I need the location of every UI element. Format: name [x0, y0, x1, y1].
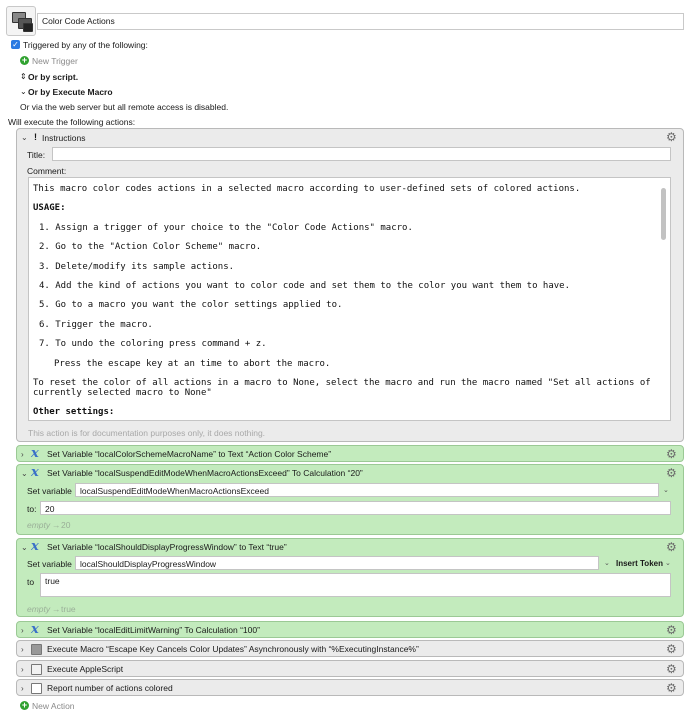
actions-header: Will execute the following actions: — [8, 117, 136, 127]
variable-name-field[interactable]: localShouldDisplayProgressWindow — [75, 556, 599, 570]
insert-token-chevron-icon[interactable]: ⌄ — [665, 560, 671, 567]
insert-token-button[interactable]: Insert Token — [616, 559, 663, 568]
window-icon — [31, 683, 42, 694]
chevron-right-icon[interactable]: › — [21, 665, 24, 674]
comment-line: 7. To undo the coloring press command + z. — [39, 339, 267, 349]
variable-name-field[interactable]: localSuspendEditModeWhenMacroActionsExceed — [75, 483, 659, 497]
chevron-down-icon[interactable]: ⌄ — [21, 469, 28, 478]
to-label: to — [27, 577, 35, 587]
instructions-title: Instructions — [42, 133, 86, 143]
chevron-down-icon[interactable]: ⌄ — [21, 133, 28, 142]
comment-line: 3. Delete/modify its sample actions. — [39, 262, 235, 272]
chevron-down-icon[interactable]: ⌄ — [20, 87, 27, 96]
new-action-button[interactable]: New Action — [32, 701, 75, 711]
action-set-variable-color-scheme[interactable] — [16, 445, 684, 462]
chevron-right-icon[interactable]: › — [21, 626, 24, 635]
variable-dropdown-chevron-icon[interactable]: ⌄ — [604, 560, 610, 567]
variable-x-icon: x — [31, 622, 39, 637]
gear-icon[interactable]: ⚙ — [666, 466, 677, 480]
text-value-field[interactable]: true — [40, 573, 671, 597]
variable-dropdown-chevron-icon[interactable]: ⌄ — [663, 487, 669, 494]
preview-empty: empty — [27, 604, 51, 614]
gear-icon[interactable]: ⚙ — [666, 662, 677, 676]
comment-line: 2. Go to the "Action Color Scheme" macro. — [39, 242, 262, 252]
action-set-variable-edit-limit[interactable] — [16, 621, 684, 638]
chevron-right-icon[interactable]: › — [21, 450, 24, 459]
set-variable-label: Set variable — [27, 486, 72, 496]
execute-macro-icon — [31, 644, 42, 655]
applescript-icon — [31, 664, 42, 675]
action-title: Set Variable “localShouldDisplayProgressWindow” to Text “true” — [47, 542, 287, 552]
action-title: Set Variable “localSuspendEditModeWhenMacroActionsExceed” To Calculation “20” — [47, 468, 363, 478]
new-action-plus-icon[interactable]: + — [21, 700, 28, 710]
triggered-label: Triggered by any of the following: — [23, 40, 148, 50]
web-server-text: Or via the web server but all remote access is disabled. — [20, 102, 229, 112]
gear-icon[interactable]: ⚙ — [666, 130, 677, 144]
comment-line: This macro color codes actions in a selected macro according to user-defined sets of colored actions. — [33, 184, 581, 194]
action-title: Execute Macro “Escape Key Cancels Color Updates” Asynchronously with “%ExecutingInstance%” — [47, 644, 419, 654]
chevron-right-icon[interactable]: › — [21, 684, 24, 693]
action-title: Execute AppleScript — [47, 664, 124, 674]
action-set-variable-suspend-edit[interactable] — [16, 464, 684, 535]
action-execute-macro[interactable] — [16, 640, 684, 657]
preview-arrow-icon: → — [52, 520, 61, 530]
chevron-down-icon[interactable]: ⌄ — [21, 543, 28, 552]
title-label: Title: — [27, 150, 46, 160]
variable-x-icon: x — [31, 539, 39, 554]
variable-x-icon: x — [31, 465, 39, 480]
comment-label: Comment: — [27, 166, 67, 176]
preview-value: 20 — [61, 520, 71, 530]
gear-icon[interactable]: ⚙ — [666, 681, 677, 695]
gear-icon[interactable]: ⚙ — [666, 642, 677, 656]
action-title: Set Variable “localColorSchemeMacroName” to Text “Action Color Scheme” — [47, 449, 332, 459]
action-execute-applescript[interactable] — [16, 660, 684, 677]
gear-icon[interactable]: ⚙ — [666, 447, 677, 461]
instructions-footer: This action is for documentation purposes only, it does nothing. — [28, 428, 266, 438]
gear-icon[interactable]: ⚙ — [666, 540, 677, 554]
comment-line: 1. Assign a trigger of your choice to the "Color Code Actions" macro. — [39, 223, 413, 233]
comment-textarea[interactable] — [28, 177, 671, 421]
comment-icon: ! — [34, 132, 37, 142]
updown-chevron-icon[interactable]: ⇕ — [20, 72, 27, 81]
gear-icon[interactable]: ⚙ — [666, 623, 677, 637]
by-execute-macro-toggle[interactable]: Or by Execute Macro — [28, 87, 113, 97]
title-field[interactable] — [52, 147, 671, 161]
comment-line: Press the escape key at an time to abort the macro. — [54, 359, 331, 369]
set-variable-label: Set variable — [27, 559, 72, 569]
comment-scrollbar[interactable] — [661, 188, 666, 240]
action-title: Report number of actions colored — [47, 683, 173, 693]
comment-line: Other settings: — [33, 407, 115, 417]
chevron-right-icon[interactable]: › — [21, 645, 24, 654]
variable-x-icon: x — [31, 446, 39, 461]
by-script-toggle[interactable]: Or by script. — [28, 72, 79, 82]
new-trigger-plus-icon[interactable]: + — [21, 55, 28, 65]
macro-name-field[interactable]: Color Code Actions — [37, 13, 684, 30]
triggered-checkbox[interactable]: ✓ — [12, 40, 19, 49]
preview-arrow-icon: → — [52, 604, 61, 614]
preview-empty: empty — [27, 520, 51, 530]
comment-line: 5. Go to a macro you want the color settings applied to. — [39, 300, 343, 310]
comment-line: USAGE: — [33, 203, 66, 213]
comment-line: currently selected macro to None" — [33, 388, 212, 398]
comment-line: 4. Add the kind of actions you want to color code and set them to the color you want them to have. — [39, 281, 571, 291]
comment-line: To reset the color of all actions in a macro to None, select the macro and run the macro named "Set all actions of — [33, 378, 651, 388]
to-label: to: — [27, 504, 37, 514]
action-report-count[interactable] — [16, 679, 684, 696]
preview-value: true — [61, 604, 76, 614]
action-title: Set Variable “localEditLimitWarning” To Calculation “100” — [47, 625, 260, 635]
macro-icon[interactable] — [6, 6, 36, 36]
new-trigger-button[interactable]: New Trigger — [32, 56, 78, 66]
comment-line: 6. Trigger the macro. — [39, 320, 153, 330]
calculation-field[interactable]: 20 — [40, 501, 671, 515]
